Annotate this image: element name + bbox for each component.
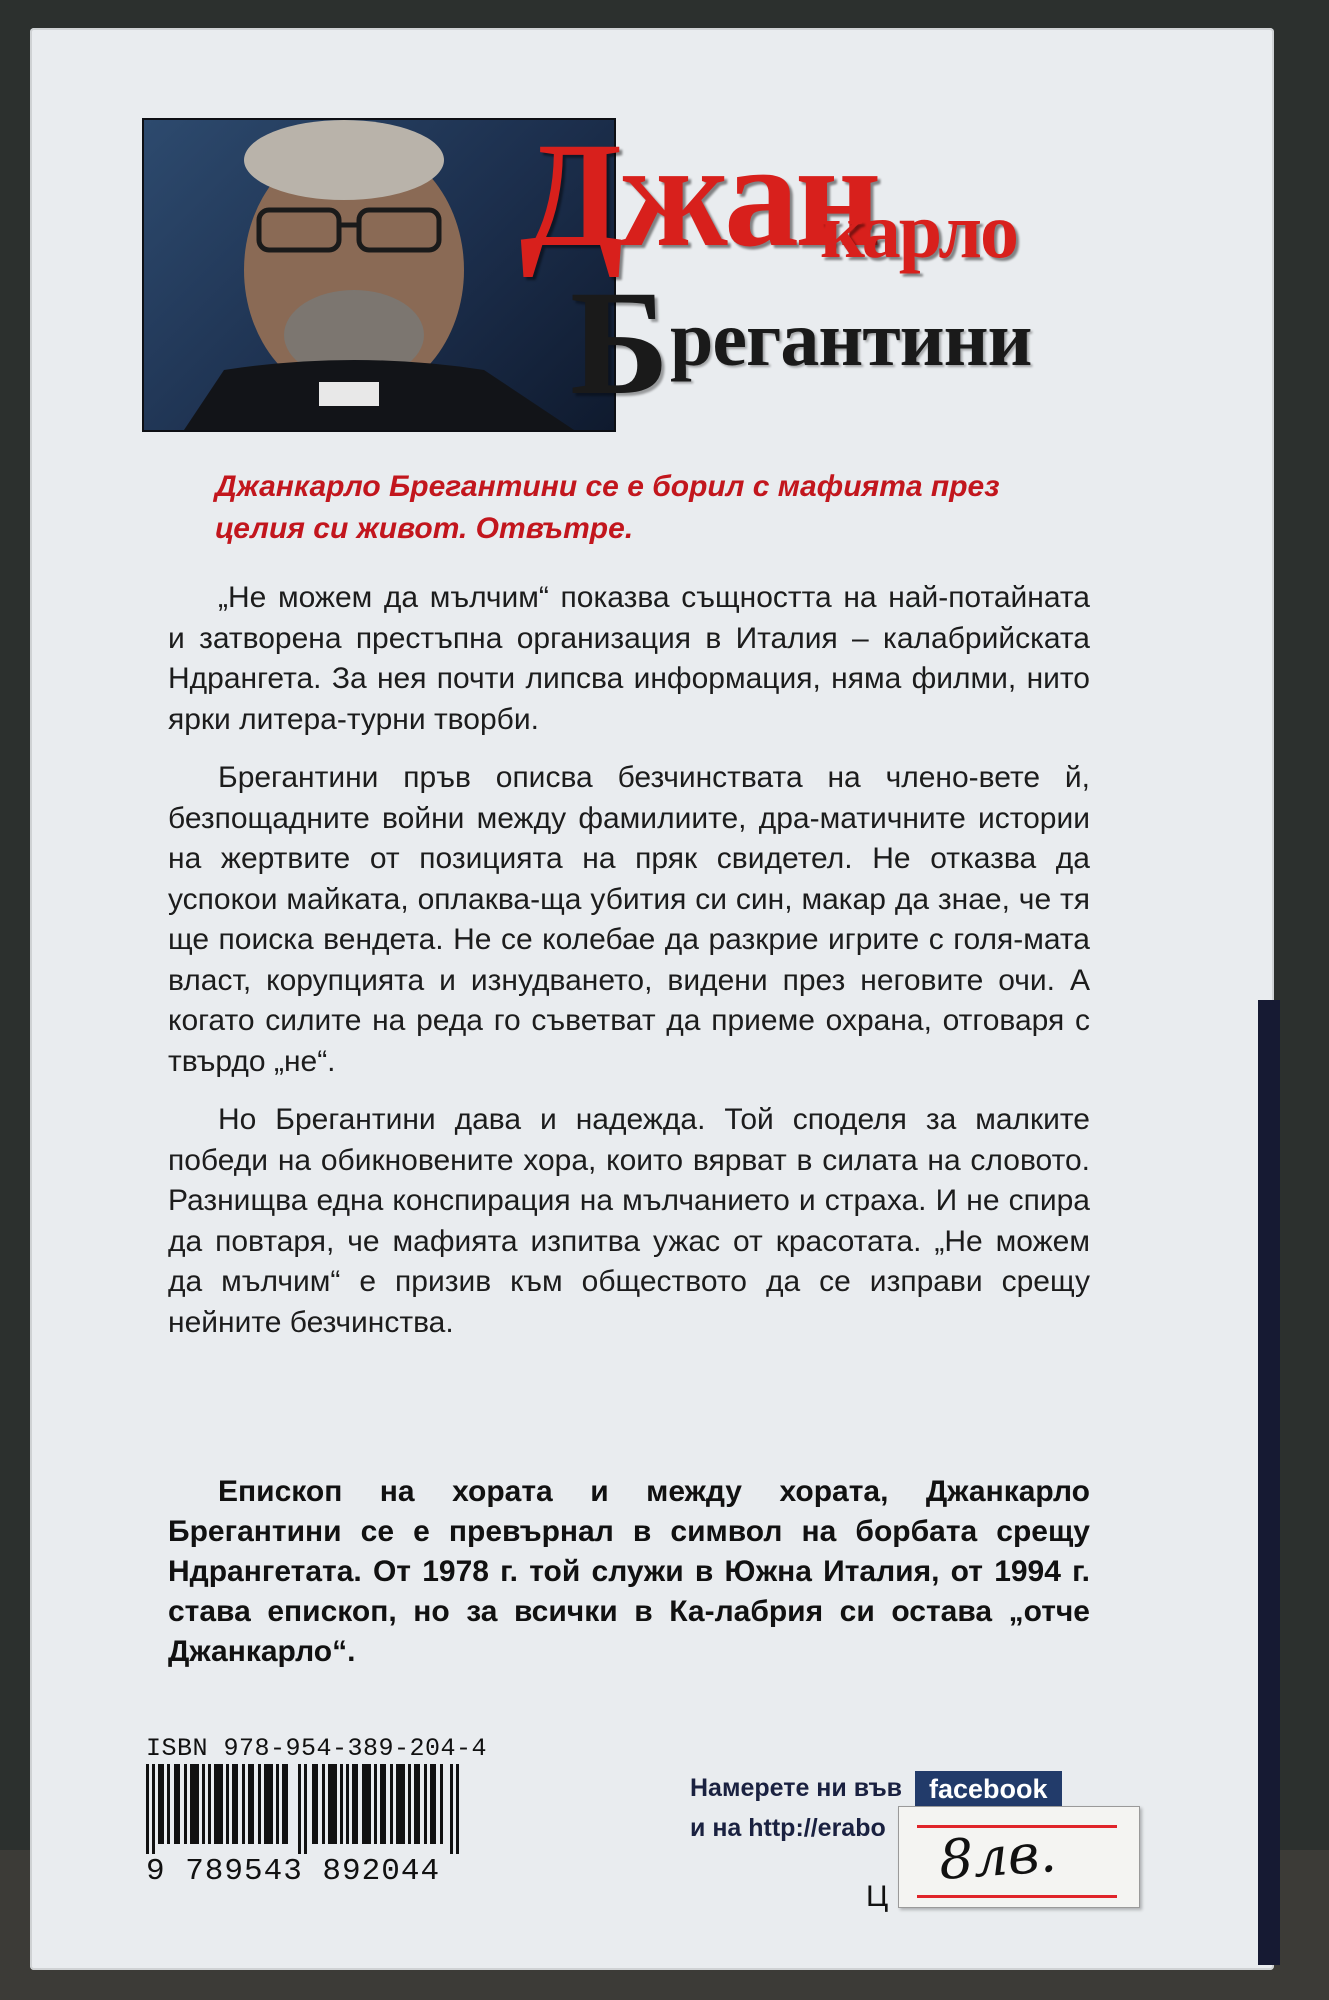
blurb-text	[168, 578, 1090, 1361]
barcode	[146, 1764, 466, 1854]
blurb-paragraph: Брегантини пръв описва безчинствата на члено-вете й, безпощадните войни между фамилиите, дра-матичните истории на жертвите от позицията на пряк свидетел. Не отказва да успокои майката, оплаква-ща убития си син, макар да знае, че тя ще поиска вендета. Не се колебае да разкрие игрите с голя-мата власт, корупцията и изнудването, видени през неговите очи. А когато силите на реда го съветват да приеме охрана, отговаря с твърдо „не“.	[168, 761, 1090, 1078]
social-line-2: и на http://erabo	[690, 1814, 886, 1842]
title-first-name-small: карло	[820, 187, 1017, 274]
barcode-digits: 9 789543 892044	[146, 1854, 441, 1889]
blurb-paragraph: „Не можем да мълчим“ показва същността на най-потайната и затворена престъпна организация в Италия – калабрийската Ндрангета. За нея почти липсва информация, няма филми, нито ярки литера-турни творби.	[168, 581, 1090, 736]
spine-edge	[1258, 1000, 1280, 1965]
social-line-1: Намерете ни във	[690, 1774, 903, 1802]
facebook-badge: facebook	[915, 1771, 1062, 1807]
tagline: Джанкарло Брегантини се е борил с мафията през целия си живот. Отвътре.	[215, 470, 1000, 545]
blurb-paragraph: Но Брегантини дава и надежда. Той споделя за малките победи на обикновените хора, които вярват в силата на словото. Разнищва една конспирация на мълчанието и страха. И не спира да повтаря, че мафията изпитва ужас от красотата. „Не можем да мълчим“ е призив към обществото да се изправи срещу нейните безчинства.	[168, 1103, 1090, 1339]
book-title	[520, 112, 1160, 426]
sticker-red-line	[917, 1895, 1117, 1898]
handwritten-price: 8лв.	[936, 1820, 1059, 1893]
title-first-name-large: Джан	[520, 112, 878, 278]
price-prefix: Ц	[866, 1880, 889, 1913]
title-last-name-rest: регантини	[670, 295, 1032, 382]
isbn-text: ISBN 978-954-389-204-4	[146, 1734, 488, 1763]
title-last-name-initial: Б	[570, 260, 670, 426]
author-bio	[168, 1472, 1090, 1672]
bio-paragraph: Епископ на хората и между хората, Джанкарло Брегантини се е превърнал в символ на борбата срещу Ндрангетата. От 1978 г. той служи в Южна Италия, от 1994 г. става епископ, но за всички в Ка-лабрия си остава „отче Джанкарло“.	[168, 1475, 1090, 1668]
price-sticker	[898, 1806, 1140, 1908]
